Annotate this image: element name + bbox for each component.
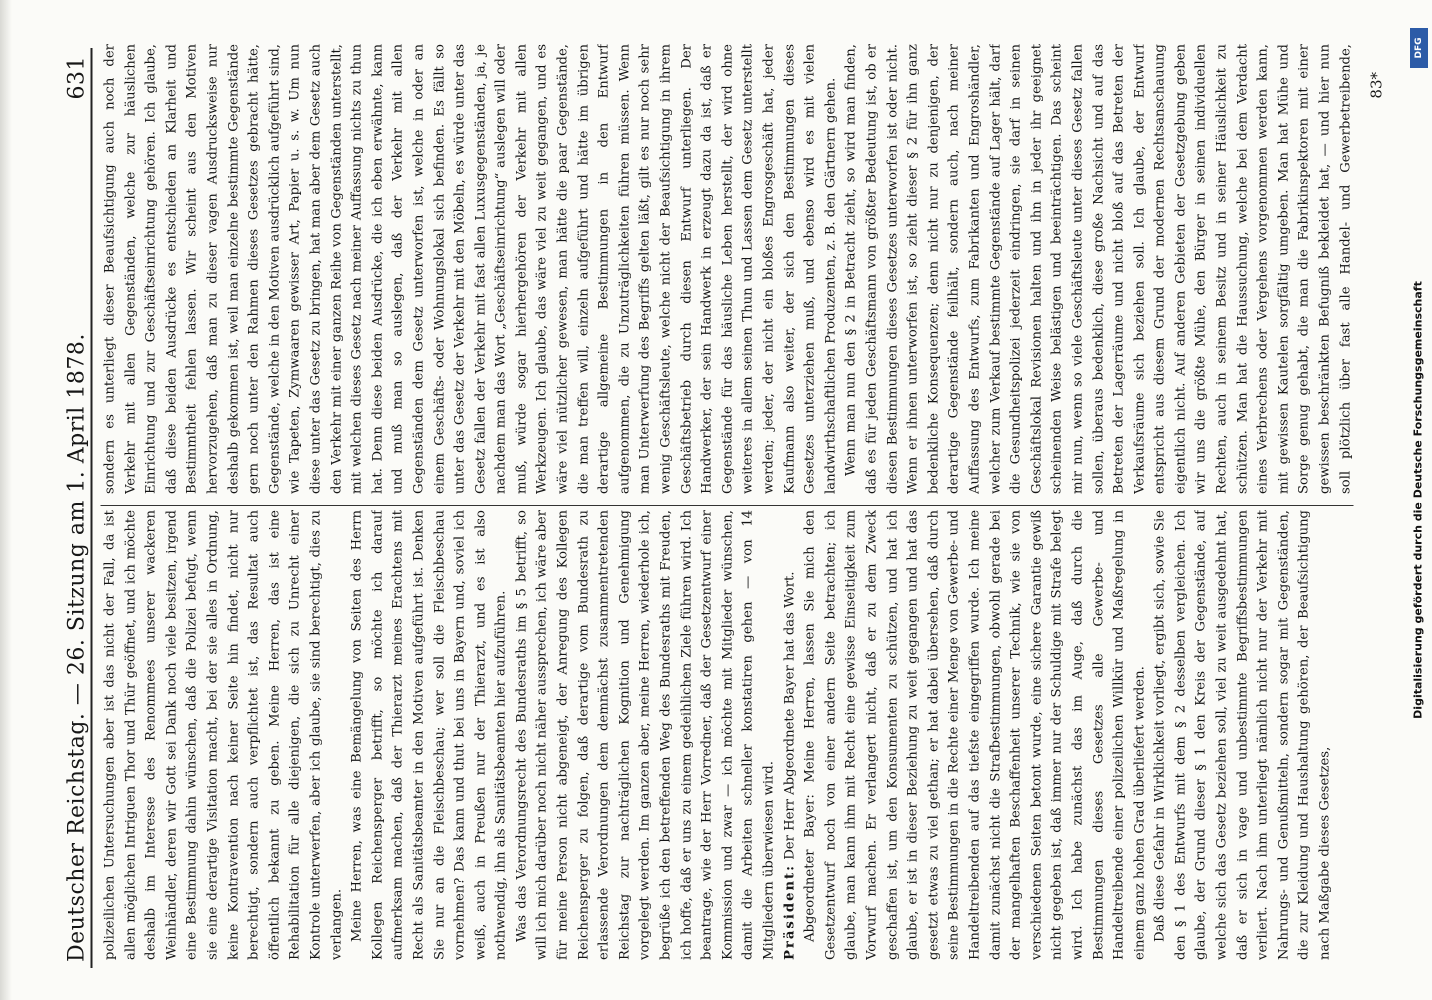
header-title: Deutscher Reichstag. — 26. Sitzung am 1. April 1878. <box>64 333 90 962</box>
paragraph: Abgeordneter Bayer: Meine Herren, lassen Sie mich den Gesetzentwurf noch von einer andern Seite betrachten; ich glaube, man kann ihm mit Recht eine gewisse Einseitigkeit zum Vorwurf machen. Er verlangert nicht, daß er zu dem Zweck geschaffen ist, um den Konsumenten zu schützen, und hat ich glaube, er ist in dieser Beziehung zu weit gegangen und hat das gesetzt etwas zu viel gethan; er hat dabei übersehen, daß durch seine Bestimmungen in die Rechte einer Menge von Gewerbe- und Handeltreibenden auf das tiefste eingegriffen wurde. Ich meine damit zunächst nicht die Strafbestimmungen, obwohl gerade bei der mangelhaften Beschaffenheit unserer Technik, wie sie von verschiedenen Seiten betont wurde, eine sichere Garantie gewiß nicht gegeben ist, daß immer nur der Schuldige mit Strafe belegt wird. Ich habe zunächst das im Auge, daß durch die Bestimmungen dieses Gesetzes alle Gewerbe- und Handeltreibende einer polizeilichen Willkür und Maßregelung in einem ganz hohen Grad überliefert werden. <box>802 510 1148 960</box>
paragraph: Wenn man nun den § 2 in Betracht zieht, so wird man finden, daß es für jeden Geschäftsmann von größter Bedeutung ist, ob er diesen Bestimmungen dieses Gesetzes unterworfen ist oder nicht. Wenn er ihnen unterworfen ist, so zieht dieser § 2 für ihn ganz bedenkliche Konsequenzen; denn nicht nur zu denjenigen, der derartige Gegenstände feilhält, sondern auch, nach meiner Auffassung des Entwurfs, zum Fabrikanten und Engroshändler, welcher zum Verkauf bestimmte Gegenstände auf Lager hält, darf die Gesundheitspolizei jederzeit eindringen, sie darf in seinen Geschäftslokal Revisionen halten und ihn in jeder ihr geeignet scheinenden Weise belästigen und beeinträchtigen. Das scheint mir nun, wenn so viele Geschäftsleute unter dieses Gesetz fallen sollen, überaus bedenklich, diese große Nachsicht und auf das Betreten der Lagerräume und nicht bloß auf das Betreten der Verkaufsräume sich beziehen soll. Ich glaube, der Entwurf entspricht aus diesem Grund der modernen Rechtsanschauung eigentlich nicht. Auf anderen Gebieten der Gesetzgebung geben wir uns die größte Mühe, den Bürger in seinen individuellen Rechten, auch in seinem Besitz und in seiner Häuslichkeit zu schützen. Man hat die Haussuchung, welche bei dem Verdacht eines Verbrechens oder Vergehens vorgenommen werden kann, mit gewissen Kautelen sorgfältig umgeben. Man hat Mühe und Sorge genug gehabt, die man die Fabrikinspektoren mit einer gewissen beschränkten Befugniß bekleidet hat, — und hier nun soll plötzlich über fast alle Handel- und Gewerbetreibende, <box>843 44 1354 494</box>
speaker-label: Präsident: <box>782 863 798 960</box>
header-rule <box>91 48 93 968</box>
paragraph: sondern es unterliegt dieser Beaufsichtigung auch noch der Verkehr mit allen Gegenständen, welche zur häuslichen Einrichtung und zur Geschäftseinrichtung gehören. Ich glaube, daß diese beiden Ausdrücke es entschieden an Klarheit und Bestimmtheit fehlen lassen. Wir scheint aus den Motiven hervorzugehen, daß man zu dieser vagen Ausdrucksweise nur deshalb gekommen ist, weil man einzelne bestimmte Gegenstände gern noch unter den Rahmen dieses Gesetzes gebracht hätte, Gegenstände, welche in den Motiven ausdrücklich aufgeführt sind, wie Tapeten, Zymwaaren gewisser Art, Papier u. s. w. Um nun diese unter das Gesetz zu bringen, hat man aber dem Gesetz auch den Verkehr mit einer ganzen Reihe von Gegenständen unterstellt, mit welchen dieses Gesetz nach meiner Auffassung nichts zu thun hat. Denn diese beiden Ausdrücke, die ich eben erwähnte, kann und muß man so auslegen, daß der Verkehr mit allen Gegenständen dem Gesetz unterworfen ist, welche in oder an einem Geschäfts- oder Wohnungslokal sich befinden. Es fällt so unter das Gesetz der Verkehr mit den Möbeln, es würde unter das Gesetz fallen der Verkehr mit fast allen Luxusgegenständen, ja, je nachdem man das Wort „Geschäftseinrichtung“ auslegen will oder muß, würde sogar hierhergehören der Verkehr mit allen Werkzeugen. Ich glaube, das wäre viel zu weit gegangen, und es wäre viel nützlicher gewesen, man hätte die paar Gegenstände, die man treffen will, einzeln aufgeführt und hätte im übrigen derartige allgemeine Bestimmungen in den Entwurf aufgenommen, die zu Unzuträglichkeiten führen müssen. Wenn man Unterwerfung des Begriffs gelten läßt, gilt es nur noch sehr wenig Geschäftsleute, welche nicht der Beaufsichtigung in ihrem Geschäftsbetrieb durch diesen Entwurf unterliegen. Der Handwerker, der sein Handwerk in erzeugt dazu da ist, daß er Gegenstände für das häusliche Leben herstellt, der wird ohne weiteres in allem seinen Thun und Lassen dem Gesetz unterstellt werden; jeder, der nicht ein bloßes Engrosgeschäft hat, jeder Kaufmann also weiter, der sich den Bestimmungen dieses Gesetzes unterziehen muß, und ebenso wird es mit vielen landwirthschaftlichen Produzenten, z. B. den Gärtnern gehen. <box>102 44 839 494</box>
signature-mark: 83* <box>1367 72 1386 99</box>
column-divider <box>101 505 1354 506</box>
text-column-right <box>101 44 1354 494</box>
page-number: 631 <box>64 56 90 100</box>
paragraph-text: Der Herr Abgeordnete Bayer hat das Wort. <box>782 571 798 864</box>
paragraph: polizeilichen Untersuchungen aber ist das nicht der Fall, da ist allen möglichen Intriguen Thor und Thür geöffnet, und ich möchte deshalb im Interesse des Renommees unserer wackeren Weinhändler, deren wir Gott sei Dank noch viele besitzen, irgend eine Bestimmung dahin wünschen, daß die Polizei befugt, wenn sie eine derartige Visitation macht, bei der sie alles in Ordnung, keine Kontravention nach keiner Seite hin findet, nicht nur berechtigt, sondern auch verpflichtet ist, das Resultat auch öffentlich bekannt zu geben. Meine Herren, das ist eine Rehabilitation für alle diejenigen, die sich zu Unrecht einer Kontrole unterwerfen, aber ich glaube, sie sind berechtigt, dies zu verlangen. <box>102 510 345 960</box>
dfg-logo: DFG <box>1410 28 1428 68</box>
text-column-left <box>101 510 1354 960</box>
paragraph: Daß diese Gefahr in Wirklichkeit vorliegt, ergibt sich, sowie Sie den § 1 des Entwurfs mit dem § 2 desselben vergleichen. Ich glaube, der Grund dieser § 1 den Kreis der Gegenstände, auf welche sich das Gesetz beziehen soll, viel zu weit ausgedehnt hat, daß er sich in vage und unbestimmte Begriffsbestimmungen verliert. Nach ihm unterliegt nämlich nicht nur der Verkehr mit Nahrungs- und Genußmitteln, sondern sogar mit Gegenständen, die zur Kleidung und Haushaltung gehören, der Beaufsichtigung nach Maßgabe dieses Gesetzes, <box>1152 510 1333 960</box>
binding-shadow <box>0 0 12 1000</box>
rotated-document <box>39 32 1394 982</box>
dfg-credit-text: Digitalisierung gefördert durch die Deutsche Forschungsgemeinschaft <box>1411 281 1425 719</box>
paragraph: Was das Verordnungsrecht des Bundesraths im § 5 betrifft, so will ich mich darüber noch nicht näher aussprechen, ich wäre aber für meine Person nicht abgeneigt, der Anregung des Kollegen Reichensperger zu folgen, daß derartige vom Bundesrath zu erlassende Verordnungen dem demnächst zusammentretenden Reichstag zur nachträglichen Kognition und Genehmigung vorgelegt werden. Im ganzen aber, meine Herren, wiederhole ich, begrüße ich den betreffenden Weg des Bundesraths mit Freuden, ich hoffe, daß er uns zu einem gedeihlichen Ziele führen wird. Ich beantrage, wie der Herr Vorredner, daß der Gesetzentwurf einer Kommission und zwar — ich möchte mit Mitglieder wünschen, damit die Arbeiten schneller konstatiren gehen — von 14 Mitgliedern überwiesen wird. <box>514 510 777 960</box>
running-header <box>59 32 99 982</box>
paragraph: Meine Herren, was eine Bemängelung von Seiten des Herrn Kollegen Reichensperger betrifft, so möchte ich darauf aufmerksam machen, daß der Thierarzt meines Erachtens mit Recht als Sanitätsbeamter in den Motiven aufgeführt ist. Denken Sie nur an die Fleischbeschau; wer soll die Fleischbeschau vornehmen? Das kann und thut bei uns in Bayern und, soviel ich weiß, auch in Preußen nur der Thierarzt, und es ist also nothwendig, ihn als Sanitätsbeamten hier aufzuführen. <box>349 510 509 960</box>
paragraph <box>780 510 801 960</box>
dfg-credit-strip <box>1404 0 1432 1000</box>
